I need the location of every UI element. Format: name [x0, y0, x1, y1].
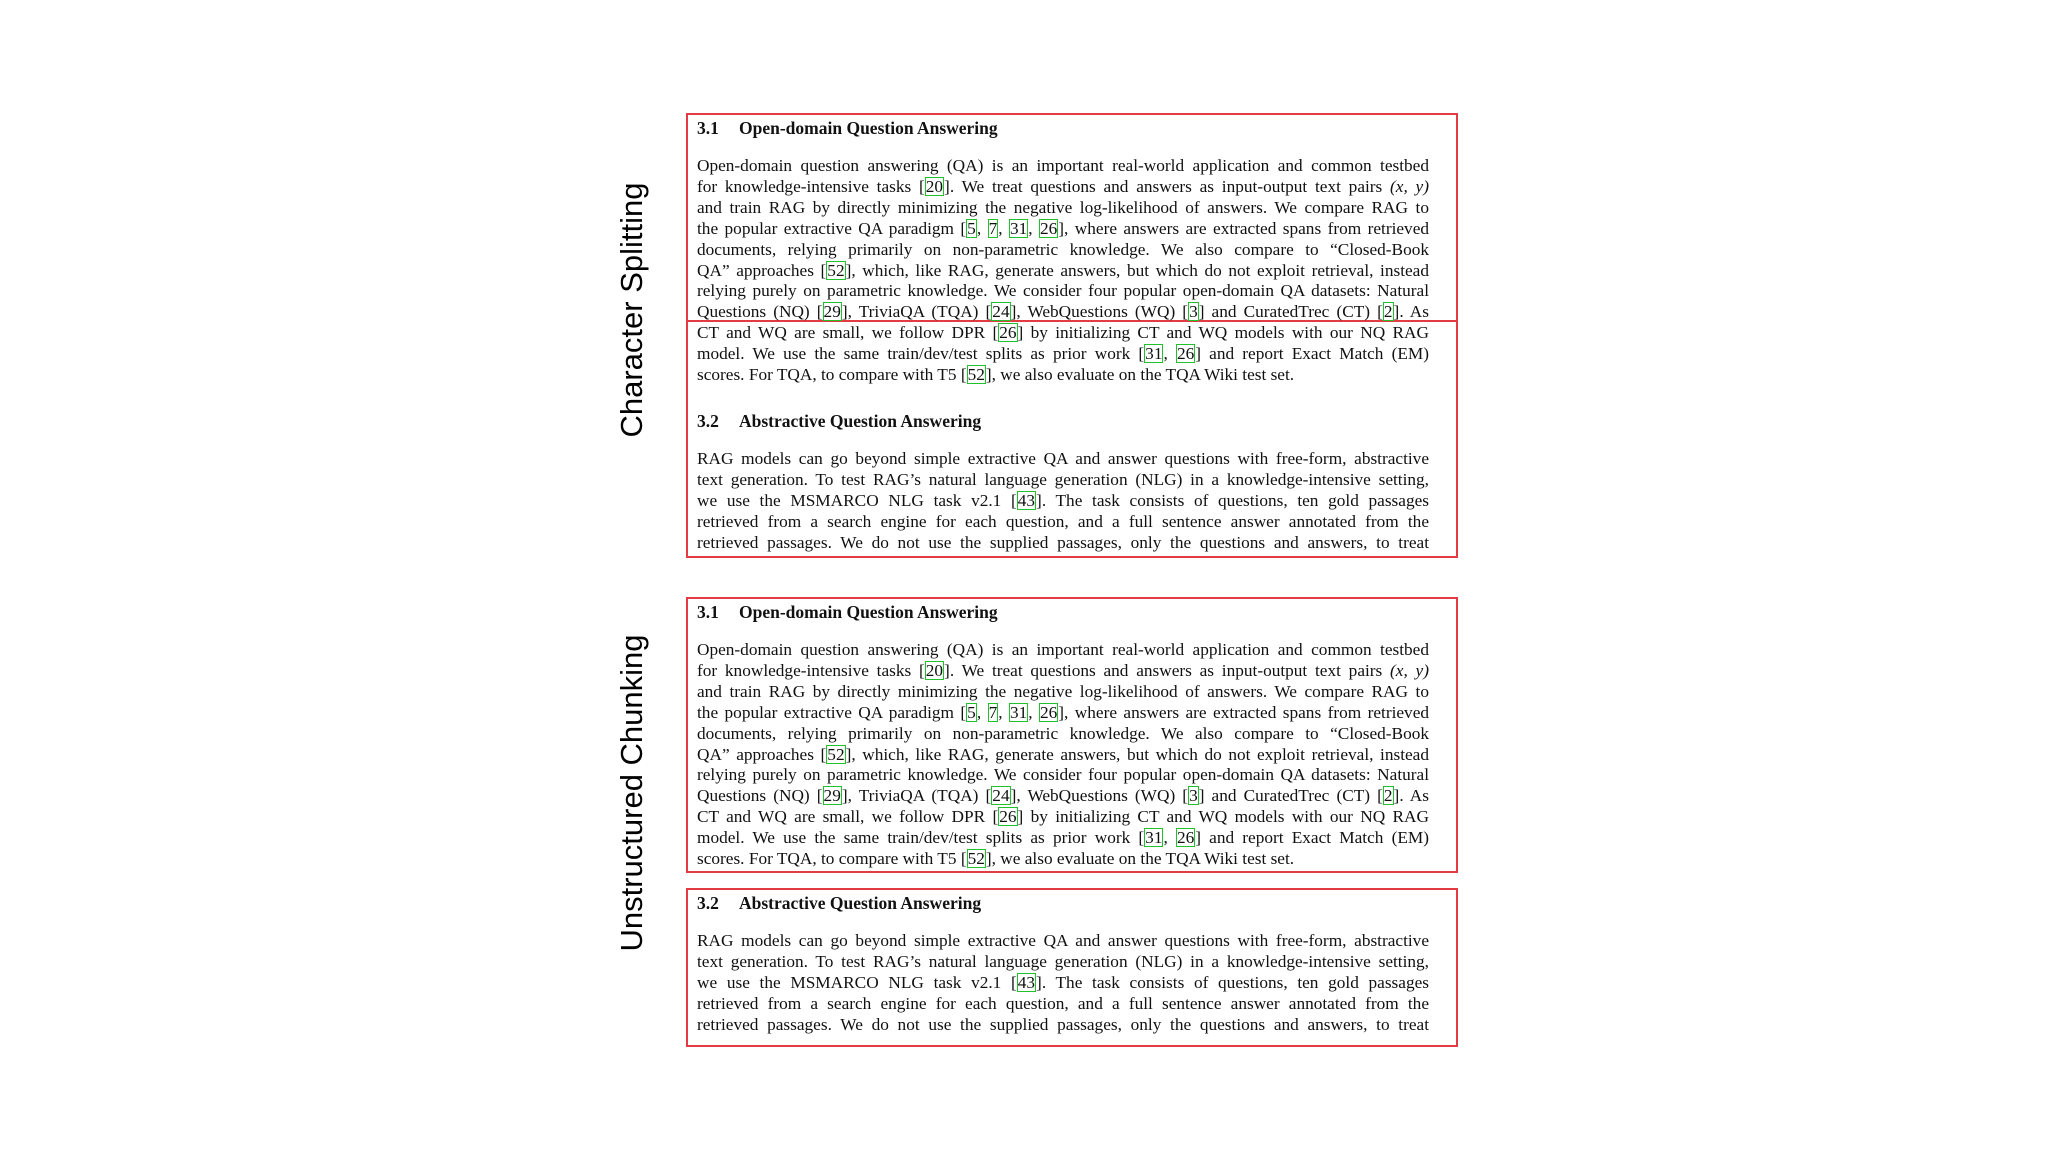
- citation-link[interactable]: 7: [988, 702, 998, 722]
- citation-link[interactable]: 20: [925, 660, 944, 680]
- section-heading-31: 3.1 Open-domain Question Answering: [697, 602, 998, 622]
- paragraph-line: retrieved from a search engine for each question, and a full sentence answer annotated from the: [697, 511, 1429, 531]
- paragraph-line: retrieved passages. We do not use the supplied passages, only the questions and answers, to treat: [697, 1014, 1429, 1034]
- section-heading-32: 3.2 Abstractive Question Answering: [697, 893, 982, 913]
- paragraph-line: documents, relying primarily on non-parametric knowledge. We also compare to “Closed-Book: [697, 723, 1429, 743]
- citation-link[interactable]: 26: [999, 807, 1017, 827]
- citation-link[interactable]: 26: [1176, 344, 1195, 364]
- unstructured-chunk-2-doc: [697, 893, 1429, 1036]
- paragraph-line: we use the MSMARCO NLG task v2.1 [43]. The task consists of questions, ten gold passages: [697, 490, 1429, 510]
- paragraph-line: Open-domain question answering (QA) is an important real-world application and common testbed: [697, 156, 1429, 175]
- citation-link[interactable]: 2: [1383, 786, 1393, 806]
- paragraph-line: relying purely on parametric knowledge. We consider four popular open-domain QA datasets: Natural: [697, 765, 1429, 785]
- citation-link[interactable]: 3: [1189, 302, 1198, 322]
- section-31-paragraph: [697, 640, 1429, 870]
- citation-link[interactable]: 52: [967, 849, 985, 869]
- citation-link[interactable]: 3: [1189, 786, 1198, 806]
- paragraph-line: the popular extractive QA paradigm [5, 7, 31, 26], where answers are extracted spans from retrieved: [697, 702, 1430, 722]
- citation-link[interactable]: 26: [1039, 218, 1058, 238]
- citation-link[interactable]: 29: [823, 786, 841, 806]
- citation-link[interactable]: 31: [1009, 702, 1028, 722]
- section-heading-31: 3.1 Open-domain Question Answering: [697, 118, 998, 138]
- citation-link[interactable]: 7: [988, 218, 998, 238]
- paragraph-line: documents, relying primarily on non-parametric knowledge. We also compare to “Closed-Book: [697, 239, 1429, 259]
- paragraph-line: Open-domain question answering (QA) is an important real-world application and common testbed: [697, 640, 1429, 659]
- paragraph-line: text generation. To test RAG’s natural language generation (NLG) in a knowledge-intensive setting,: [697, 469, 1429, 489]
- paragraph-line: model. We use the same train/dev/test splits as prior work [31, 26] and report Exact Match (EM): [697, 344, 1429, 364]
- citation-link[interactable]: 52: [967, 365, 985, 385]
- math-xy: (x, y): [1390, 176, 1429, 196]
- section-31-paragraph: [697, 156, 1429, 386]
- citation-link[interactable]: 31: [1009, 218, 1028, 238]
- section-32-paragraph: [697, 931, 1429, 1036]
- paragraph-line: we use the MSMARCO NLG task v2.1 [43]. The task consists of questions, ten gold passages: [697, 972, 1429, 992]
- citation-link[interactable]: 5: [967, 702, 976, 722]
- paragraph-line: and train RAG by directly minimizing the negative log-likelihood of answers. We compare RAG to: [697, 681, 1429, 701]
- paragraph-line: CT and WQ are small, we follow DPR [26] by initializing CT and WQ models with our NQ RAG: [697, 323, 1429, 343]
- citation-link[interactable]: 52: [827, 260, 845, 280]
- paragraph-line: and train RAG by directly minimizing the negative log-likelihood of answers. We compare RAG to: [697, 197, 1429, 217]
- citation-link[interactable]: 24: [992, 786, 1010, 806]
- unstructured-chunk-1-doc: [697, 602, 1429, 870]
- char-splitting-doc: [697, 118, 1429, 554]
- paragraph-line: the popular extractive QA paradigm [5, 7, 31, 26], where answers are extracted spans from retrieved: [697, 218, 1430, 238]
- citation-link[interactable]: 5: [967, 218, 976, 238]
- paragraph-line: relying purely on parametric knowledge. We consider four popular open-domain QA datasets: Natural: [697, 281, 1429, 301]
- paragraph-line: scores. For TQA, to compare with T5 [52], we also evaluate on the TQA Wiki test set.: [697, 365, 1295, 385]
- citation-link[interactable]: 52: [827, 744, 845, 764]
- citation-link[interactable]: 26: [1176, 828, 1195, 848]
- citation-link[interactable]: 31: [1145, 828, 1163, 848]
- paragraph-line: RAG models can go beyond simple extractive QA and answer questions with free-form, abstractive: [697, 931, 1429, 950]
- paragraph-line: scores. For TQA, to compare with T5 [52], we also evaluate on the TQA Wiki test set.: [697, 849, 1295, 869]
- paragraph-line: retrieved from a search engine for each question, and a full sentence answer annotated from the: [697, 993, 1429, 1013]
- math-xy: (x, y): [1390, 660, 1429, 680]
- paragraph-line: RAG models can go beyond simple extractive QA and answer questions with free-form, abstractive: [697, 448, 1429, 468]
- citation-link[interactable]: 26: [999, 323, 1017, 343]
- paragraph-line: CT and WQ are small, we follow DPR [26] by initializing CT and WQ models with our NQ RAG: [697, 807, 1429, 827]
- paragraph-line: for knowledge-intensive tasks [20]. We treat questions and answers as input-output text pairs (x, y): [697, 660, 1429, 680]
- unstructured-chunking-label: Unstructured Chunking: [614, 634, 649, 952]
- section-32-paragraph: [697, 449, 1429, 554]
- citation-link[interactable]: 20: [925, 176, 944, 196]
- section-heading-32: 3.2 Abstractive Question Answering: [697, 410, 982, 431]
- character-splitting-label: Character Splitting: [614, 182, 649, 438]
- citation-link[interactable]: 29: [823, 302, 841, 322]
- citation-link[interactable]: 26: [1039, 702, 1058, 722]
- paragraph-line: retrieved passages. We do not use the supplied passages, only the questions and answers, to treat: [697, 532, 1429, 552]
- citation-link[interactable]: 43: [1017, 972, 1036, 992]
- paragraph-line: for knowledge-intensive tasks [20]. We treat questions and answers as input-output text pairs (x, y): [697, 176, 1429, 196]
- paragraph-line: Questions (NQ) [29], TriviaQA (TQA) [24], WebQuestions (WQ) [3] and CuratedTrec (CT) [2]. As: [697, 302, 1429, 322]
- citation-link[interactable]: 31: [1145, 344, 1163, 364]
- citation-link[interactable]: 2: [1383, 302, 1393, 322]
- paragraph-line: QA” approaches [52], which, like RAG, generate answers, but which do not exploit retrieval, instead: [697, 260, 1429, 280]
- citation-link[interactable]: 43: [1017, 490, 1036, 510]
- citation-link[interactable]: 24: [992, 302, 1010, 322]
- paragraph-line: Questions (NQ) [29], TriviaQA (TQA) [24], WebQuestions (WQ) [3] and CuratedTrec (CT) [2]. As: [697, 786, 1429, 806]
- paragraph-line: QA” approaches [52], which, like RAG, generate answers, but which do not exploit retrieval, instead: [697, 744, 1429, 764]
- paragraph-line: text generation. To test RAG’s natural language generation (NLG) in a knowledge-intensive setting,: [697, 951, 1429, 971]
- paragraph-line: model. We use the same train/dev/test splits as prior work [31, 26] and report Exact Match (EM): [697, 828, 1429, 848]
